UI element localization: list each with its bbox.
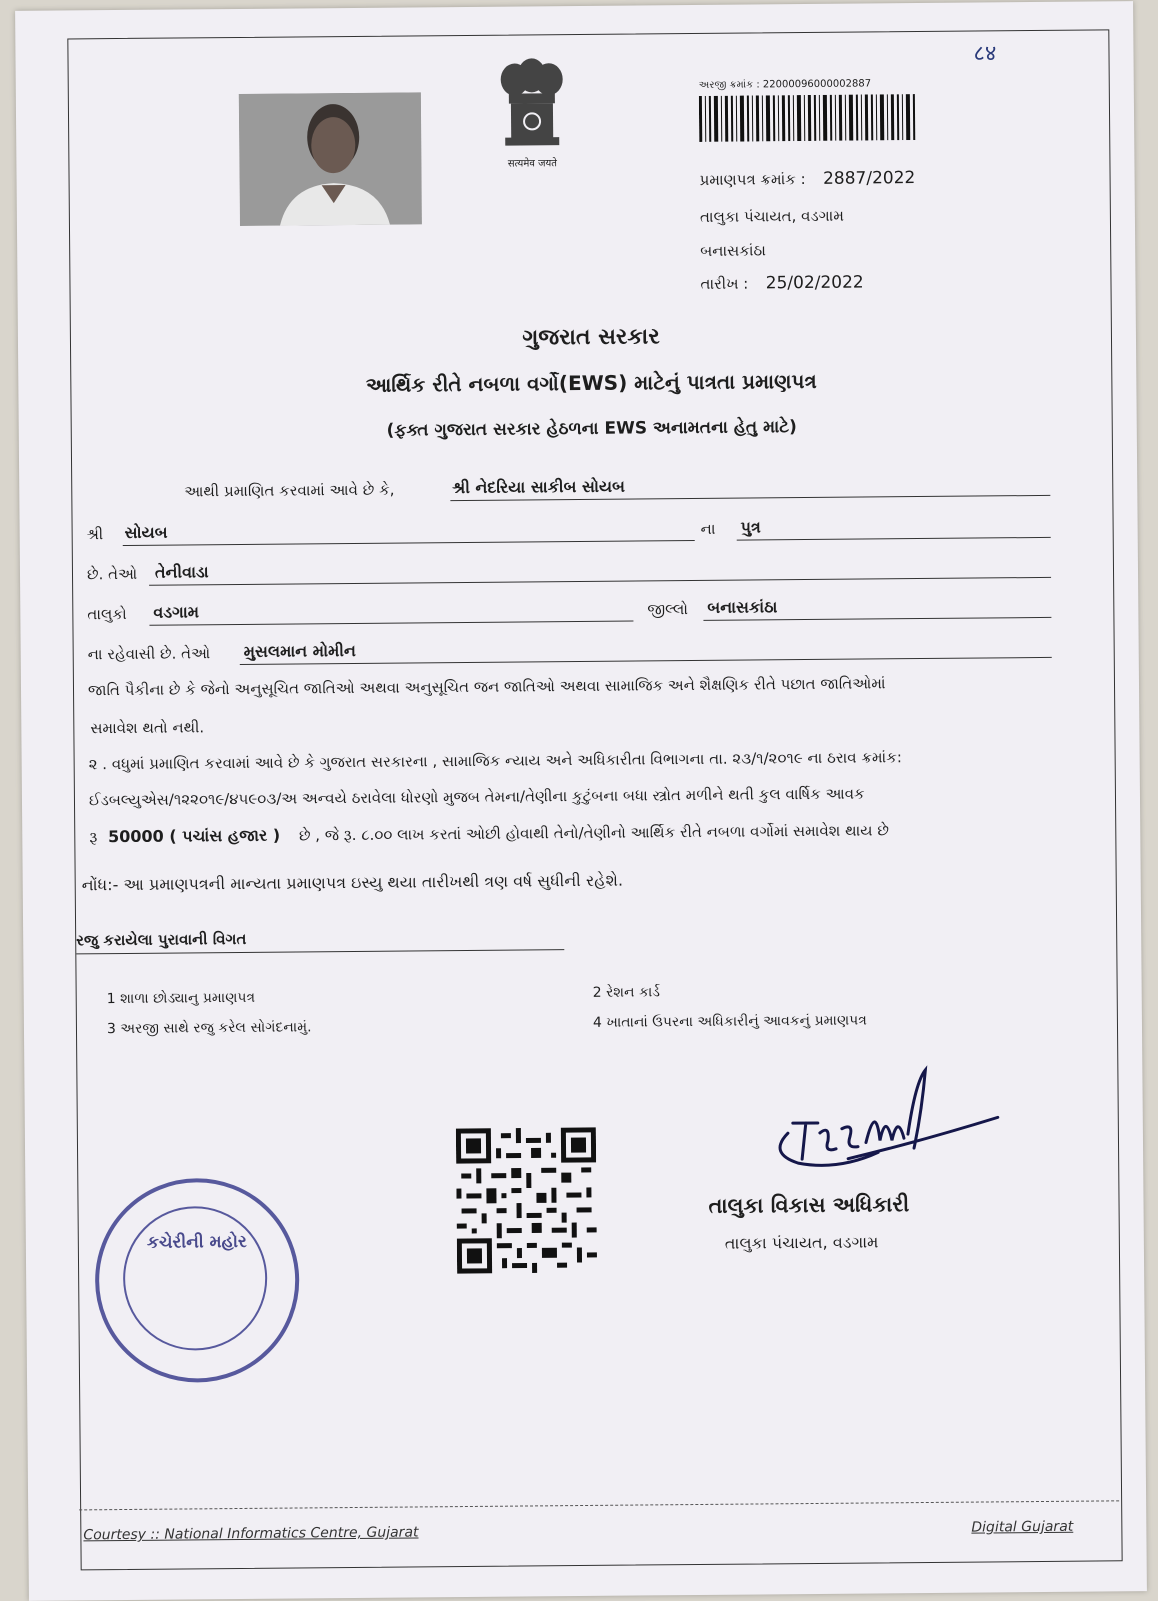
page-number: ८४ — [973, 41, 997, 67]
evidence-item: 1 શાળા છોડ્યાનુ પ્રમાણપત્ર — [106, 989, 256, 1008]
office-seal — [94, 1177, 300, 1383]
village-underline — [149, 577, 1051, 586]
validity-note: નોંધ:- આ પ્રમાણપત્રની માન્યતા પ્રમાણપત્ર ઇસ્યુ થયા તારીખથી ત્રણ વર્ષ સુધીની રહેશે. — [81, 870, 624, 895]
emblem-motto: सत्यमेव जयते — [507, 158, 558, 170]
taluka-underline — [149, 621, 633, 626]
annual-income: 50000 ( પચાંસ હજાર ) — [107, 825, 281, 847]
evidence-item: 3 અરજી સાથે રજુ કરેલ સોગંદનામું. — [106, 1019, 312, 1038]
officer-signature — [757, 1061, 1008, 1183]
paragraph-1-line-1: જાતિ પૈકીના છે કે જેનો અનુસૂચિત જાતિઓ અથવા અનુસૂચિત જન જાતિઓ અથવા સામાજિક અને શૈક્ષણિક રીતે પછાત જાતિઓમાં — [87, 674, 886, 700]
date-label: તારીખ : — [700, 274, 749, 293]
evidence-item: 4 ખાતાનાં ઉપરના અધિકારીનું આવકનું પ્રમાણપત્ર — [592, 1012, 867, 1031]
issuing-office: તાલુકા પંચાયત, વડગામ — [699, 206, 844, 226]
income-suffix: છે , જે રૂ. ૮.૦૦ લાખ કરતાં ઓછી હોવાથી તેનો/તેણીનો આર્થિક રીતે નબળા વર્ગોમાં સમાવેશ થાય છે — [298, 821, 890, 845]
certify-text: આથી પ્રમાણિત કરવામાં આવે છે કે, — [184, 480, 395, 501]
national-emblem — [487, 57, 578, 170]
officer-office: તાલુકા પંચાયત, વડગામ — [724, 1232, 879, 1253]
emblem-icon — [487, 57, 578, 158]
certificate-number-row — [699, 168, 915, 190]
qr-code — [456, 1127, 597, 1274]
barcode — [699, 94, 919, 142]
father-underline — [123, 540, 695, 546]
income-row — [89, 820, 889, 847]
applicant-name: શ્રી નેદરિયા સાકીબ સોયબ — [452, 476, 625, 498]
seal-text: કચેરીની મહોર — [146, 1231, 247, 1253]
shri-label: શ્રી — [86, 525, 104, 544]
village: તેનીવાડા — [154, 562, 209, 582]
paragraph-2-line-2: ઈડબલ્યુએસ/૧૨૨૦૧૯/૪૫૯૦૩/અ અન્વયે ઠરાવેલા ધોરણો મુજબ તેમના/તેણીના કુટુંબના બધા સ્ત્રોત મળીને થતી કુલ વાર્ષિક આવક — [88, 784, 865, 810]
seal-inner-ring — [123, 1206, 268, 1351]
applicant-photo — [239, 92, 422, 226]
paragraph-2-line-1: ૨ . વધુમાં પ્રમાણિત કરવામાં આવે છે કે ગુજરાત સરકારના , સામાજિક ન્યાય અને અધિકારીતા વિભાગના તા. ૨૩/૧/૨૦૧૯ ના ઠરાવ ક્રમાંક: — [88, 748, 902, 774]
they-label: છે. તેઓ — [86, 564, 138, 584]
certificate-frame — [67, 29, 1122, 1570]
footer-courtesy: Courtesy :: National Informatics Centre, Gujarat — [83, 1524, 419, 1544]
relation: પુત્ર — [740, 517, 761, 537]
na-label: ના — [700, 519, 716, 538]
issuing-district: બનાસકાંઠા — [700, 241, 766, 260]
district-value: બનાસકાંઠા — [707, 597, 778, 617]
footer-digital-gujarat: Digital Gujarat — [971, 1518, 1074, 1536]
title-certificate: આર્થિક રીતે નબળા વર્ગો(EWS) માટેનું પાત્રતા પ્રમાણપત્ર — [365, 368, 817, 397]
evidence-heading: રજુ કરાયેલા પુરાવાની વિગત — [76, 929, 247, 950]
title-purpose: (ફક્ત ગુજરાત સરકાર હેઠળના EWS અનામતના હેતુ માટે) — [386, 417, 797, 441]
date-row — [700, 273, 863, 294]
issue-date: 25/02/2022 — [765, 272, 864, 294]
district-label: જીલ્લો — [647, 600, 689, 619]
income-prefix: રૂ — [89, 828, 98, 847]
relation-underline — [737, 537, 1051, 541]
taluka: વડગામ — [153, 602, 200, 622]
district-underline — [703, 617, 1051, 621]
resident-label: ના રહેવાસી છે. તેઓ — [87, 644, 211, 664]
evidence-item: 2 રેશન કાર્ડ — [592, 984, 661, 1001]
footer-divider — [79, 1500, 1119, 1510]
certificate-number-label: પ્રમાણપત્ર ક્રમાંક : — [699, 170, 806, 189]
application-number: અરજી ક્રમાંક : 22000096000002887 — [698, 78, 872, 91]
father-name: સોયબ — [124, 522, 168, 542]
certificate-number: 2887/2022 — [822, 168, 916, 189]
officer-title: તાલુકા વિકાસ અધિકારી — [708, 1192, 910, 1218]
paragraph-1-line-2: સમાવેશ થતો નથી. — [90, 718, 205, 738]
caste: મુસલમાન મોમીન — [243, 640, 356, 661]
evidence-heading-underline — [76, 949, 564, 954]
caste-underline — [240, 657, 1052, 665]
title-government: ગુજરાત સરકાર — [522, 324, 660, 351]
taluka-label: તાલુકો — [87, 604, 127, 624]
certificate-page — [15, 1, 1147, 1601]
